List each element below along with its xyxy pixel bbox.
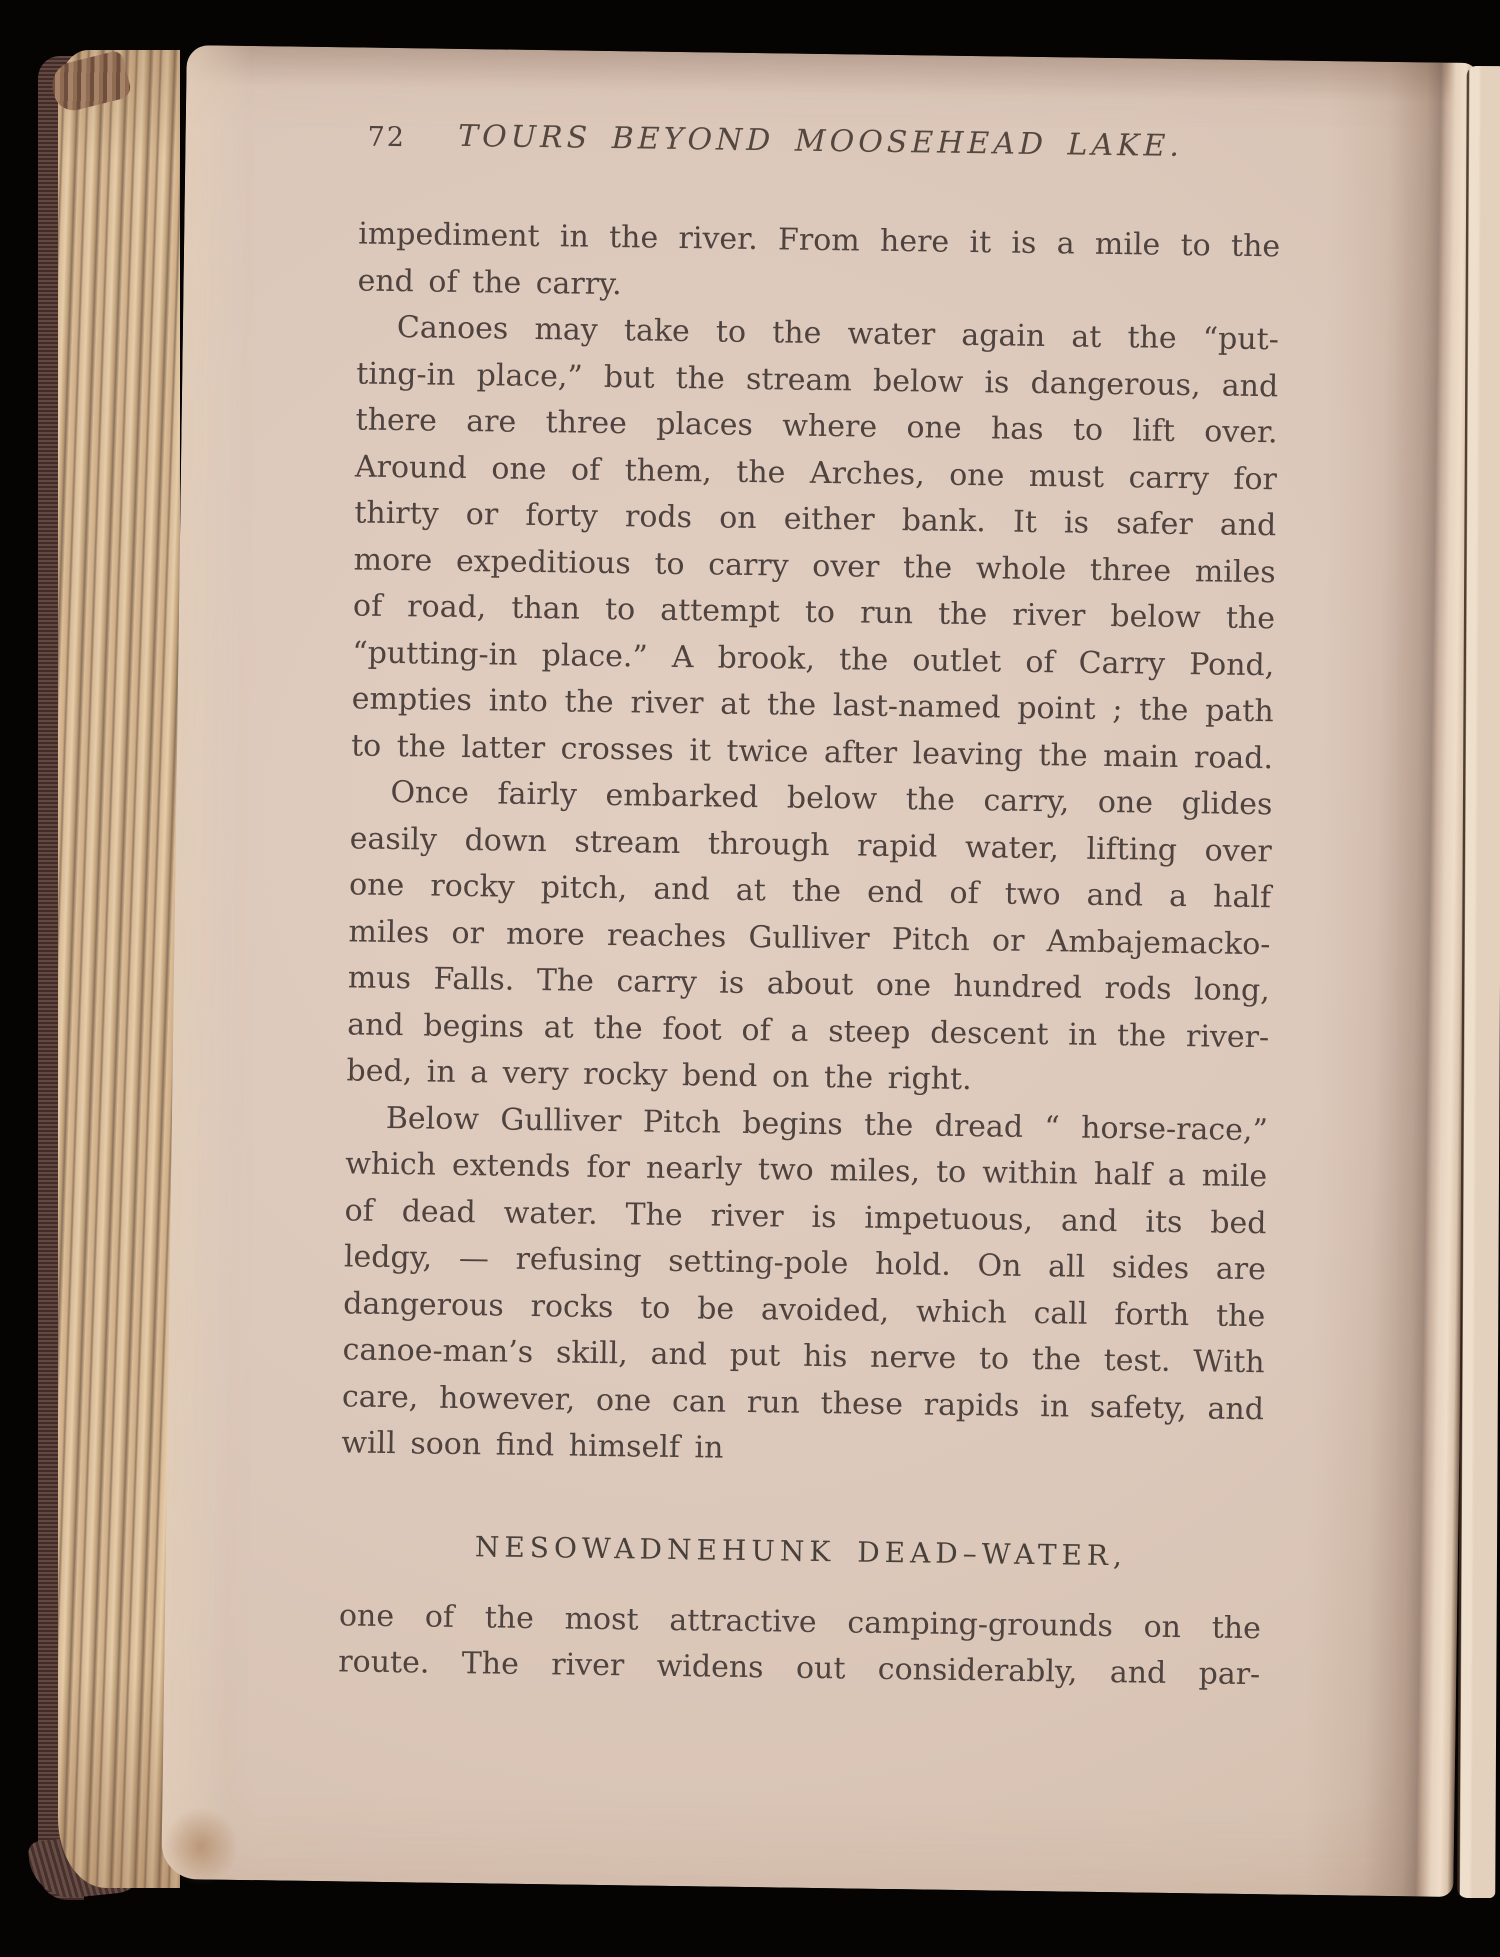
section-heading: NESOWADNEHUNK DEAD–WATER, [474, 1529, 1128, 1572]
text-line: will soon find himself in [341, 1425, 724, 1466]
text-line: to the latter crosses it twice after leaving the main road. [350, 727, 1274, 776]
text-line: of road, than to attempt to run the river below the [352, 588, 1276, 637]
gutter-shadow [1303, 61, 1479, 1897]
text-line: miles or more reaches Gulliver Pitch or Ambajemacko- [348, 913, 1271, 962]
text-line: Around one of them, the Arches, one must carry for [354, 448, 1278, 497]
text-line: mus Falls. The carry is about one hundred rods long, [347, 960, 1271, 1009]
text-line: bed, in a very rocky bend on the right. [346, 1053, 972, 1098]
text-line: ledgy, — refusing setting-pole hold. On all sides are [343, 1239, 1267, 1288]
text-line: which extends for nearly two miles, to within half a mile [345, 1146, 1268, 1195]
body-text [338, 211, 1280, 1698]
text-line: thirty or forty rods on either bank. It is safer and [354, 495, 1277, 544]
text-line: Canoes may take to the water again at the “put- [396, 310, 1280, 358]
text-line: Once fairly embarked below the carry, one glides [390, 774, 1273, 823]
text-line: and begins at the foot of a steep descent in the river- [346, 1006, 1270, 1055]
text-line: ting-in place,” but the stream below is dangerous, and [356, 355, 1279, 404]
text-line: end of the carry. [357, 262, 622, 302]
text-line: impediment in the river. From here it is a mile to the [358, 216, 1281, 265]
text-line: one rocky pitch, and at the end of two and a half [348, 867, 1272, 916]
text-line: Below Gulliver Pitch begins the dread “ horse-race,” [385, 1100, 1269, 1148]
running-title: TOURS BEYOND MOOSEHEAD LAKE. [457, 118, 1184, 164]
page-stack-fore-edge [58, 50, 180, 1888]
open-page [161, 45, 1478, 1897]
text-line: one of the most attractive camping-grounds on the [338, 1597, 1262, 1646]
running-head [359, 113, 1282, 172]
text-line: empties into the river at the last-named point ; the path [351, 681, 1274, 730]
text-line: dangerous rocks to be avoided, which call forth the [343, 1285, 1266, 1334]
page-number: 72 [367, 121, 407, 154]
page-stain [163, 1807, 238, 1886]
text-line: there are three places where one has to lift over. [355, 402, 1278, 451]
text-line: easily down stream through rapid water, lifting over [349, 820, 1272, 869]
text-line: more expeditious to carry over the whole three miles [353, 541, 1276, 590]
text-line: “putting-in place.” A brook, the outlet of Carry Pond, [352, 634, 1275, 683]
text-line: canoe-man’s skill, and put his nerve to the test. With [342, 1332, 1265, 1381]
printed-text [338, 113, 1282, 1698]
text-line: route. The river widens out considerably, and par- [338, 1644, 1261, 1693]
text-line: of dead water. The river is impetuous, and its bed [344, 1192, 1267, 1241]
text-line: care, however, one can run these rapids in safety, and [341, 1378, 1265, 1427]
